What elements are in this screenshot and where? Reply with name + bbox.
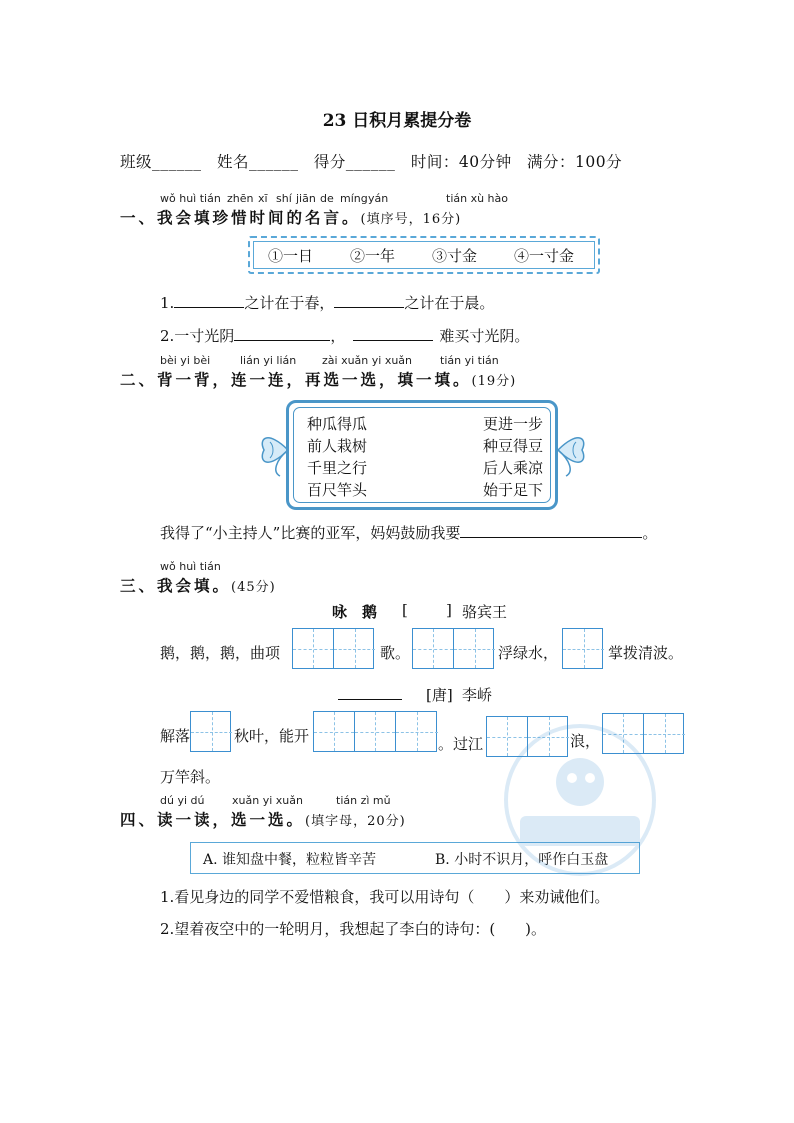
s1-pinyin-3: xī [258,192,268,205]
idiom-left-3[interactable]: 千里之行 [307,459,368,477]
poem2-line-a: 解落 [160,727,191,745]
time-info: 时间：40分钟 [410,153,512,171]
poem1-dynasty-blank[interactable] [410,601,446,619]
s2-pinyin-4: tián yi tián [440,354,499,367]
poem2-line-d: 浪， [570,732,601,750]
option-2: ②一年 [350,247,396,265]
class-field[interactable]: 班级______ [120,153,202,171]
s1-pinyin-1: wǒ huì tián [160,192,221,205]
name-field[interactable]: 姓名______ [216,153,299,171]
s1-pinyin-2: zhēn [227,192,254,205]
s4-option-b: B. 小时不识月，呼作白玉盘 [435,852,609,868]
s1-options-box [248,236,600,274]
info-line [120,150,632,172]
idiom-left-4[interactable]: 百尺竿头 [307,481,368,499]
idiom-right-2[interactable]: 种豆得豆 [482,437,543,455]
poem1-grid-2[interactable] [412,628,494,669]
s1-question-2: 2.一寸光阴 ， 难买寸光阴。 [160,327,530,345]
poem1-title: 咏 鹅 [332,603,378,621]
poem2-title-blank[interactable] [338,685,402,700]
poem2-grid-2[interactable] [313,711,437,752]
s2-heading: 二、背一背，连一连，再选一选，填一填。(19分) [120,370,517,389]
poem1-grid-1[interactable] [292,628,374,669]
s1-pinyin-9: tián xù hào [446,192,508,205]
idiom-right-1[interactable]: 更进一步 [482,415,543,433]
s4-option-a: A. 谁知盘中餐，粒粒皆辛苦 [203,852,377,868]
s2-pinyin-1: bèi yi bèi [160,354,211,367]
blank-2-1[interactable] [234,326,330,341]
s1-pinyin-8: yán [368,192,389,205]
idiom-left-column [307,413,367,501]
idiom-right-column [483,413,543,501]
full-score-info: 满分：100分 [527,153,623,171]
s1-heading: 一、我会填珍惜时间的名言。(填序号，16分) [120,208,462,227]
idiom-matching-card [286,400,558,510]
idiom-left-2[interactable]: 前人栽树 [307,437,368,455]
poem1-author: 骆宾王 [462,603,508,621]
option-1: ①一日 [268,247,314,265]
s4-question-1: 1.看见身边的同学不爱惜粮食，我可以用诗句（ ）来劝诫他们。 [160,888,610,906]
s3-pinyin-1: wǒ huì tián [160,560,221,573]
s2-answer-blank[interactable] [460,523,642,538]
poem1-grid-3[interactable] [562,628,603,669]
blank-2-2[interactable] [353,326,433,341]
s4-heading: 四、读一读，选一选。(填字母，20分) [120,810,406,829]
poem2-line-e: 万竿斜。 [160,768,221,786]
poem1-bracket-left: [ [402,601,408,619]
poem1-line-d: 掌拨清波。 [608,644,684,662]
idiom-left-1[interactable]: 种瓜得瓜 [307,415,368,433]
s3-heading: 三、我会填。(45分) [120,576,276,595]
idiom-right-4[interactable]: 始于足下 [482,481,543,499]
s1-pinyin-6: de [320,192,334,205]
poem2-grid-1[interactable] [190,711,231,752]
idiom-right-3[interactable]: 后人乘凉 [482,459,543,477]
score-field[interactable]: 得分______ [313,153,396,171]
poem1-line-b: 歌。 [380,644,411,662]
poem2-line-c: 。过江 [438,735,484,753]
watermark-logo-icon [500,720,660,880]
s1-question-1: 1. 之计在于春， 之计在于晨。 [160,294,495,312]
poem2-dynasty: [唐] [426,686,453,704]
s2-sentence: 我得了“小主持人”比赛的亚军，妈妈鼓励我要 。 [160,524,658,542]
option-4: ④一寸金 [514,247,575,265]
s2-pinyin-2: lián yi lián [240,354,297,367]
poem1-line-c: 浮绿水， [498,644,559,662]
s1-pinyin-5: jiān [296,192,316,205]
s4-pinyin-3: tián zì mǔ [336,794,391,807]
poem2-author: 李峤 [462,686,493,704]
s4-pinyin-1: dú yi dú [160,794,205,807]
page-title: 23 日积月累提分卷 [322,111,472,131]
blank-1-2[interactable] [334,293,404,308]
blank-1-1[interactable] [174,293,244,308]
poem1-bracket-right: ] [446,601,452,619]
poem1-line-a: 鹅，鹅，鹅，曲项 [160,644,281,662]
option-3: ③寸金 [432,247,478,265]
s1-pinyin-7: míng [340,192,368,205]
s1-pinyin-4: shí [276,192,292,205]
s4-pinyin-2: xuǎn yi xuǎn [232,794,303,807]
s4-question-2: 2.望着夜空中的一轮明月，我想起了李白的诗句：( )。 [160,920,547,938]
poem2-line-b: 秋叶，能开 [234,727,310,745]
s2-pinyin-3: zài xuǎn yi xuǎn [322,354,413,367]
